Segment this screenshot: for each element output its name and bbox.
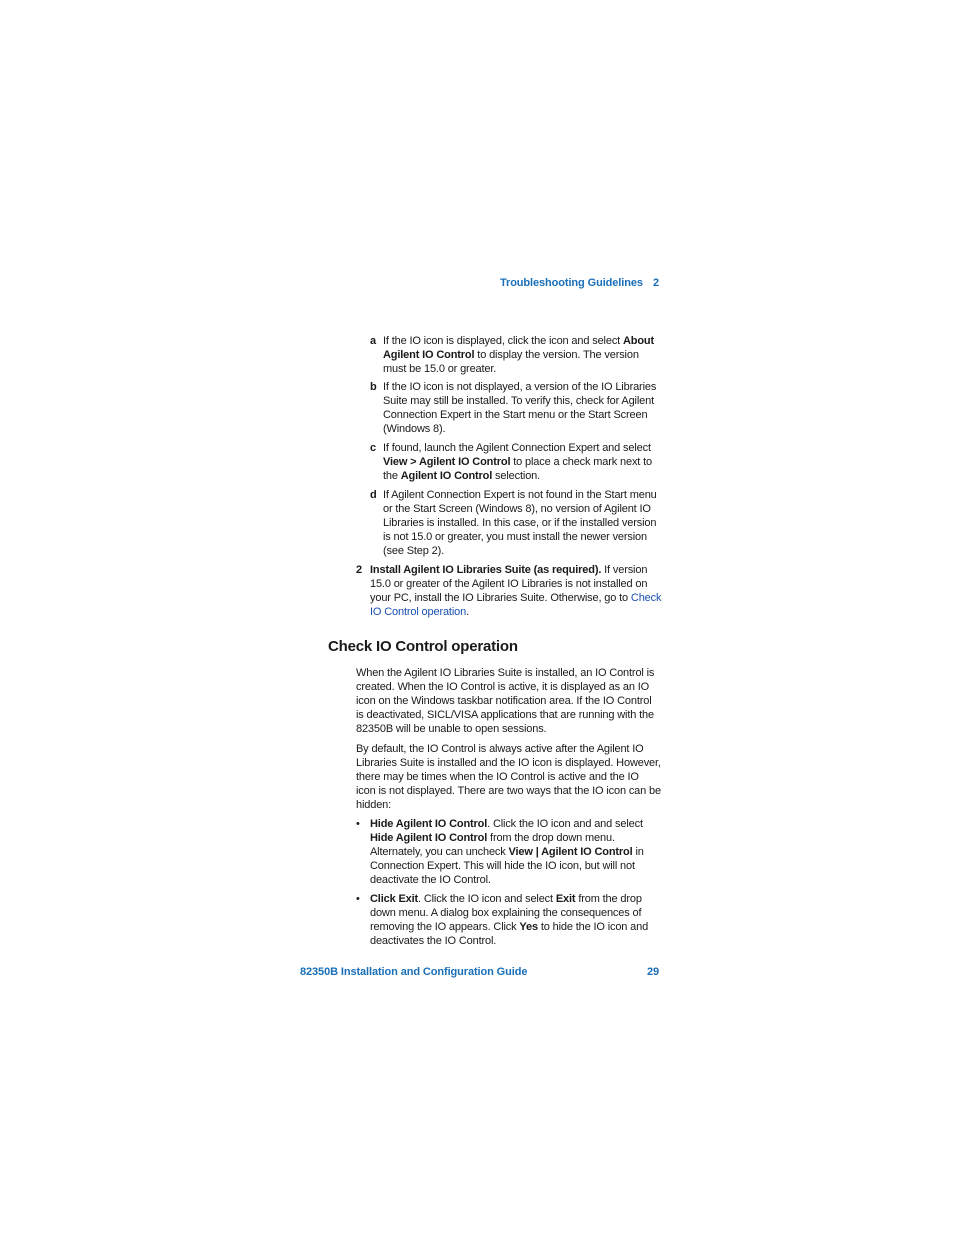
bullet-mark: • (356, 818, 360, 830)
bullet-mark: • (356, 893, 360, 905)
step-c-text: If found, launch the Agilent Connection Expert and select View > Agilent IO Control to place a check mark next to the Agilent IO Control selection. (383, 442, 652, 482)
section-heading: Check IO Control operation (328, 638, 518, 655)
step-a-text: If the IO icon is displayed, click the icon and select About Agilent IO Control to display the version. The version must be 15.0 or greater. (383, 335, 655, 375)
step-2-text: Install Agilent IO Libraries Suite (as required). If version 15.0 or greater of the Agilent IO Libraries is not installed on your PC, install the IO Libraries Suite. Otherwise, go to Check IO Control operation. (370, 564, 662, 618)
step-c-marker: c (370, 442, 377, 454)
bullet-item-click-exit: Click Exit. Click the IO icon and select Exit from the drop down menu. A dialog box explaining the consequences of removing the IO appears. Click Yes to hide the IO icon and deactivates the IO Control. (370, 893, 649, 947)
paragraph-2: By default, the IO Control is always active after the Agilent IO Libraries Suite is installed and the IO icon is displayed. However, there may be times when the IO Control is active and the IO icon is not displayed. There are two ways that the IO icon can be hidden: (356, 743, 661, 811)
step-d-marker: d (370, 489, 377, 501)
footer-title: 82350B Installation and Configuration Guide (300, 966, 528, 978)
running-header-chapter: 2 (653, 277, 660, 289)
step-2-marker: 2 (356, 564, 363, 576)
step-d-text: If Agilent Connection Expert is not found in the Start menu or the Start Screen (Windows 8), no version of Agilent IO Libraries is installed. In this case, or if the installed version is not 15.0 or greater, you must install the newer version (see Step 2). (383, 489, 657, 557)
step-b-text: If the IO icon is not displayed, a version of the IO Libraries Suite may still be installed. To verify this, check for Agilent Connection Expert in the Start menu or the Start Screen (Windows 8). (383, 381, 657, 435)
step-a-marker: a (370, 335, 377, 347)
bullet-item-hide-io-control: Hide Agilent IO Control. Click the IO icon and and select Hide Agilent IO Control from the drop down menu. Alternately, you can uncheck View | Agilent IO Control in Connection Expert. This will hide the IO icon, but will not deactivate the IO Control. (370, 818, 644, 886)
paragraph-1: When the Agilent IO Libraries Suite is installed, an IO Control is created. When the IO Control is active, it is displayed as an IO icon on the Windows taskbar notification area. If the IO Control is deactivated, SICL/VISA applications that are running with the 82350B will be unable to open sessions. (356, 667, 655, 735)
running-header-title: Troubleshooting Guidelines (500, 277, 643, 289)
step-b-marker: b (370, 381, 377, 393)
check-io-control-link[interactable]: Check IO Control operation (370, 592, 662, 618)
page-number: 29 (647, 966, 660, 978)
